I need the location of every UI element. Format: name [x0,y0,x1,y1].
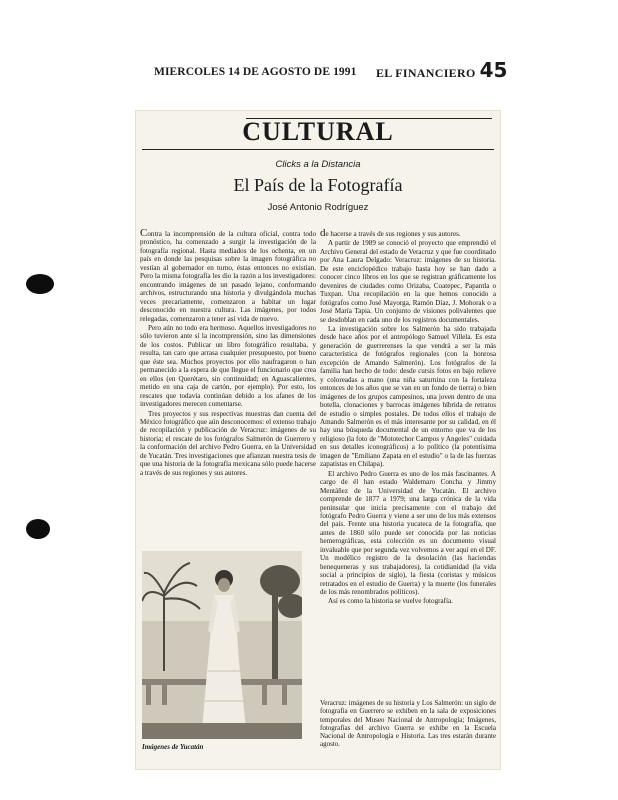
newspaper-name: EL FINANCIERO [376,66,476,80]
paragraph: La investigación sobre los Salmerón ha sido trabajada desde hace años por el antropólogo Samuel Villela. Es esta generación de guerrerenses la que vendrá a ser la más característica de fotógrafos regionales (con la honrosa excepción de Amando Salmerón). Los fotógrafos de la familia han hecho de todo: desde cursis fotos en bajo relieve y coloreadas a mano (una niña saturnina con la fortaleza entonces de los años que se van en un fondo de tierra) o bien imágenes de los grupos campesinos, una joven dentro de una botella, clonaciones y barrocas imágenes híbrida de retratos de estudio o simples postales. De todos ellos el trabajo de Amando Salmerón es el más interesante por su calidad, en él hay una búsqueda documental de un entorno que va de los religioso (la foto de "Mototechor Campos y Angeles" cuidada en sus detalles iconográficos) a lo político (la potentísima imagen de "Emiliano Zapata en el estudio" o la de las fuerzas zapatistas en Chilapa). [320,324,496,469]
photo-illustration [142,551,302,739]
newspaper-clipping [136,111,500,769]
article-column-left [140,229,316,574]
paragraph: Tres proyectos y sus respectivas muestras dan cuenta del México fotográfico que aún desconocemos: el extenso trabajo de recopilación y publicación de Veracruz: imágenes de su historia; el rescate de los fotógrafos Salmerón de Guerrero y la conformación del archivo Pedro Guerra, en la Universidad de Yucatán. Tres investigaciones que afianzan nuestra tesis de que una historia de la fotografía mexicana sólo puede hacerse a través de sus regiones y sus autores. [140,409,316,477]
paragraph: de hacerse a través de sus regiones y sus autores. [320,229,461,239]
article-headline: El País de la Fotografía [233,175,403,195]
article-kicker: Clicks a la Distancia [275,159,361,170]
article-photo [142,551,302,739]
section-title: CULTURAL [242,117,394,146]
photo-caption: Imágenes de Yucatán [142,743,204,751]
paragraph: Pero aún no todo era hermoso. Aquellos investigadores no sólo tuvieron ante sí la incomprensión, sino las dimensiones de los costos. Publicar un libro fotográfico resultaba, y resulta, tan caro que arrasa cualquier presupuesto, por bueno que éste sea. Muchos proyectos por ello naufragaron o han permanecido a la espera de que llegue el funcionario que crea en ellos (en Querétaro, sin continuidad; en Aguascalientes, metido en una caja de cartón, por ejemplo). Por esto, los rescates que todavía continúan debido a los afanes de los investigadores merecen comentarse. [140,323,316,409]
article-column-right [320,229,496,689]
paragraph: El archivo Pedro Guerra es uno de los más fascinantes. A cargo de él han estado Waldemaro Concha y Jimmy Mentáñez de la Universidad de Yucatán. El archivo comprende de 1877 a 1979; una larga crónica de la vida peninsular que inicia precisamente con el trabajo del fotógrafo Pedro Guerra y viene a ser uno de los más extensos del país. Frente una historia yucateca de la fotografía, que antes de 1860 sólo puede ser conocida por las noticias hemerográficas, esta colección es un documento visual invaluable que por segunda vez volvemos a ver aquí en el DF. Un modélico registro de la desolación (las haciendas henequeneras y sus trabajadores), la cotidianidad (la vida social a principios de siglo), la fiesta (coristas y músicos retratados en el estudio de Guerra) y la muerte (los funerales de los más renombrados políticos). [320,469,496,597]
page-number: 45 [479,58,508,82]
masthead [376,58,507,82]
paragraph: Contra la incomprensión de la cultura oficial, contra todo pronóstico, ha comenzado a surgir la investigación de la fotografía regional. Hasta mediados de los ochenta, en un país en donde las pesquisas sobre la imagen fotográfica no vestían al gobernador en turno, éstas entonces no existían. Pero la misma fotografía les dio la razón a los investigadores: encontrando imágenes de un pasado lejano, conformando archivos, estructurando una historia y divulgándola muchas veces precariamente, comenzaron a habitar un lugar desconocido en nuestra cultura. Las imágenes, por todos relegadas, comenzaron a tener así vida de nuevo. [140,229,316,323]
article-byline: José Antonio Rodríguez [267,202,369,213]
section-rule-bottom [142,149,494,150]
binder-hole-top [26,274,54,294]
paragraph: A partir de 1989 se conoció el proyecto que emprendió el Archivo General del estado de Veracruz y que fue coordinado por Ana Laura Delgado: Veracruz: imágenes de su historia. De este enciclopédico trabajo hasta hoy se han dado a conocer cinco libros en los que se registran gráficamente los devenires de ciudades como Orizaba, Coatepec, Papantla o Tuxpan. Una recopilación en la que hemos conocido a fotógrafos como José Mayorga, Ramón Díaz, J. Mohorak o a José María Tapia. Un conjunto de visiones polivalentes que se desdoblan en cada uno de los registros documentales. [320,239,496,324]
binder-hole-bottom [26,519,50,539]
exhibition-note: Veracruz: imágenes de su historia y Los Salmerón: un siglo de fotografía en Guerrero se exhiben en la sala de exposiciones temporales del Museo Nacional de Antropología; Imágenes, fotografías del archivo Guerra se exhibe en la Escuela Nacional de Antropología e Historia. Las tres estarán durante agosto. [320,699,496,749]
dateline: MIERCOLES 14 DE AGOSTO DE 1991 [154,66,357,78]
paragraph: Así es como la historia se vuelve fotografía. [328,597,453,606]
